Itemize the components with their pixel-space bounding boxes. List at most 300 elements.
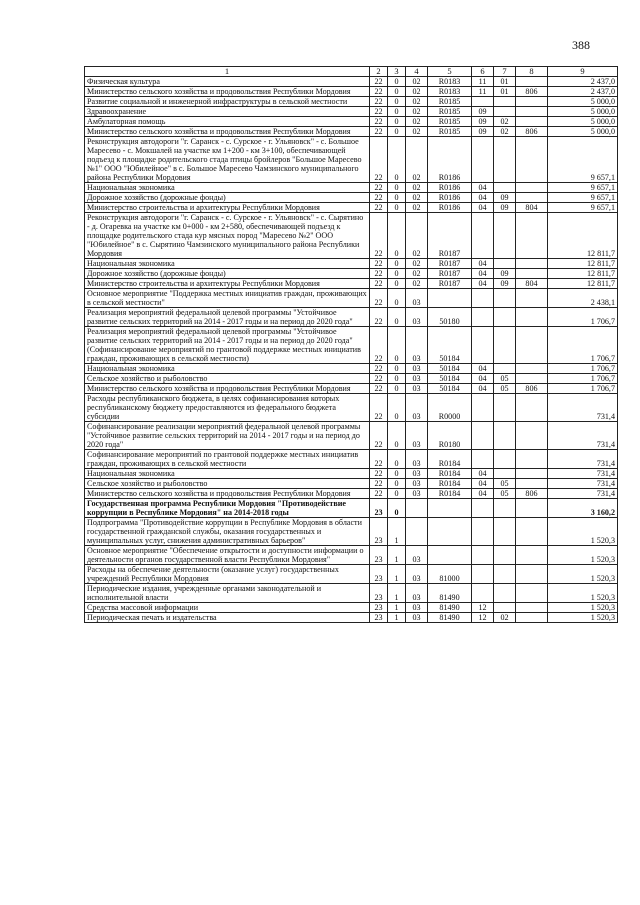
row-code-5: R0184 bbox=[428, 450, 472, 469]
row-code-6 bbox=[472, 518, 494, 546]
row-code-5: R0187 bbox=[428, 269, 472, 279]
row-name: Сельское хозяйство и рыболовство bbox=[85, 374, 370, 384]
table-row bbox=[85, 603, 618, 613]
row-code-2: 22 bbox=[370, 269, 388, 279]
row-code-8: 806 bbox=[516, 489, 548, 499]
row-code-5: 81000 bbox=[428, 565, 472, 584]
row-name: Сельское хозяйство и рыболовство bbox=[85, 479, 370, 489]
row-code-8 bbox=[516, 546, 548, 565]
row-code-4: 02 bbox=[406, 77, 428, 87]
row-code-2: 22 bbox=[370, 384, 388, 394]
row-code-5: R0185 bbox=[428, 127, 472, 137]
row-code-6 bbox=[472, 213, 494, 259]
row-code-7 bbox=[494, 259, 516, 269]
row-code-3: 0 bbox=[388, 269, 406, 279]
row-code-2: 22 bbox=[370, 127, 388, 137]
row-code-7 bbox=[494, 422, 516, 450]
row-code-4: 03 bbox=[406, 546, 428, 565]
row-code-4: 03 bbox=[406, 469, 428, 479]
row-code-4: 03 bbox=[406, 613, 428, 623]
row-code-8 bbox=[516, 584, 548, 603]
row-code-8 bbox=[516, 117, 548, 127]
row-amount: 1 520,3 bbox=[548, 565, 618, 584]
header-cell: 1 bbox=[85, 67, 370, 77]
row-code-5: 50184 bbox=[428, 327, 472, 364]
row-code-8 bbox=[516, 565, 548, 584]
row-name: Министерство сельского хозяйства и продовольствия Республики Мордовия bbox=[85, 87, 370, 97]
row-code-8 bbox=[516, 422, 548, 450]
row-name: Развитие социальной и инженерной инфраструктуры в сельской местности bbox=[85, 97, 370, 107]
row-code-7: 09 bbox=[494, 203, 516, 213]
row-code-3: 1 bbox=[388, 613, 406, 623]
row-code-7: 09 bbox=[494, 279, 516, 289]
row-code-3: 1 bbox=[388, 603, 406, 613]
row-code-8: 804 bbox=[516, 203, 548, 213]
header-cell: 2 bbox=[370, 67, 388, 77]
table-row bbox=[85, 269, 618, 279]
row-code-2: 22 bbox=[370, 183, 388, 193]
row-code-4: 03 bbox=[406, 489, 428, 499]
table-row bbox=[85, 479, 618, 489]
row-code-7 bbox=[494, 183, 516, 193]
row-code-5: 50184 bbox=[428, 374, 472, 384]
row-code-4 bbox=[406, 499, 428, 518]
row-name: Реализация мероприятий федеральной целевой программы "Устойчивое развитие сельских территорий на 2014 - 2017 годы и на период до 2020 года" (Софинансирование мероприятий по грантовой поддержке местных инициатив граждан, проживающих в сельской местности) bbox=[85, 327, 370, 364]
row-code-4: 02 bbox=[406, 193, 428, 203]
row-code-5: R0184 bbox=[428, 489, 472, 499]
row-code-2: 22 bbox=[370, 107, 388, 117]
row-amount: 731,4 bbox=[548, 394, 618, 422]
row-code-6: 04 bbox=[472, 203, 494, 213]
row-code-3: 0 bbox=[388, 97, 406, 107]
row-code-7 bbox=[494, 137, 516, 183]
row-code-2: 22 bbox=[370, 479, 388, 489]
row-code-3: 0 bbox=[388, 213, 406, 259]
row-code-3: 0 bbox=[388, 327, 406, 364]
row-code-8 bbox=[516, 213, 548, 259]
row-code-3: 1 bbox=[388, 565, 406, 584]
row-code-5 bbox=[428, 546, 472, 565]
row-code-4: 02 bbox=[406, 213, 428, 259]
row-name: Здравоохранение bbox=[85, 107, 370, 117]
row-code-3: 0 bbox=[388, 479, 406, 489]
row-amount: 5 000,0 bbox=[548, 117, 618, 127]
header-cell: 7 bbox=[494, 67, 516, 77]
row-code-7: 05 bbox=[494, 374, 516, 384]
row-amount: 1 706,7 bbox=[548, 364, 618, 374]
row-code-5: 81490 bbox=[428, 603, 472, 613]
row-amount: 12 811,7 bbox=[548, 213, 618, 259]
row-code-5: 81490 bbox=[428, 613, 472, 623]
row-amount: 2 438,1 bbox=[548, 289, 618, 308]
table-row bbox=[85, 613, 618, 623]
row-name: Реконструкция автодороги "г. Саранск - с. Сурское - г. Ульяновск" - с. Большое Маресево - с. Мокшалей на участке км 1+200 - км 3+100, обеспечивающей подъезд к площадке родительского стада птицы бройлеров "Большое Маресево №1" ООО "Юбилейное" в с. Большое Маресево Чамзинского муниципального района Республики Мордовия bbox=[85, 137, 370, 183]
row-amount: 1 706,7 bbox=[548, 308, 618, 327]
row-code-4: 03 bbox=[406, 450, 428, 469]
row-code-6 bbox=[472, 546, 494, 565]
row-code-5: R0000 bbox=[428, 394, 472, 422]
row-code-8 bbox=[516, 364, 548, 374]
table-row bbox=[85, 279, 618, 289]
row-code-4: 03 bbox=[406, 394, 428, 422]
row-code-6: 09 bbox=[472, 107, 494, 117]
table-row bbox=[85, 107, 618, 117]
row-code-7 bbox=[494, 469, 516, 479]
row-code-6 bbox=[472, 308, 494, 327]
row-code-7 bbox=[494, 546, 516, 565]
row-amount: 1 520,3 bbox=[548, 584, 618, 603]
row-amount: 12 811,7 bbox=[548, 259, 618, 269]
row-code-8: 804 bbox=[516, 279, 548, 289]
row-code-6: 12 bbox=[472, 613, 494, 623]
row-code-4: 02 bbox=[406, 259, 428, 269]
row-code-7 bbox=[494, 327, 516, 364]
row-code-7 bbox=[494, 97, 516, 107]
row-code-3: 0 bbox=[388, 193, 406, 203]
row-code-4: 03 bbox=[406, 364, 428, 374]
row-amount: 1 520,3 bbox=[548, 613, 618, 623]
row-amount: 5 000,0 bbox=[548, 97, 618, 107]
row-code-4: 03 bbox=[406, 374, 428, 384]
row-code-3: 1 bbox=[388, 518, 406, 546]
row-code-7 bbox=[494, 289, 516, 308]
row-amount: 1 520,3 bbox=[548, 603, 618, 613]
row-code-6 bbox=[472, 422, 494, 450]
row-code-3: 0 bbox=[388, 422, 406, 450]
row-code-2: 22 bbox=[370, 374, 388, 384]
row-code-3: 0 bbox=[388, 374, 406, 384]
row-code-3: 0 bbox=[388, 183, 406, 193]
row-code-6: 04 bbox=[472, 364, 494, 374]
row-amount: 731,4 bbox=[548, 489, 618, 499]
row-name: Реконструкция автодороги "г. Саранск - с. Сурское - г. Ульяновск" - с. Сырятино - д. Огаревка на участке км 0+000 - км 2+580, обеспечивающей подъезд к площадке родительского стада кур мясных пород "Маресево №2" ООО "Юбилейное" в с. Сырятино Чамзинского муниципального района Республики Мордовия bbox=[85, 213, 370, 259]
row-code-3: 0 bbox=[388, 77, 406, 87]
row-code-5 bbox=[428, 499, 472, 518]
row-code-5: R0186 bbox=[428, 183, 472, 193]
row-name: Физическая культура bbox=[85, 77, 370, 87]
row-code-4: 02 bbox=[406, 97, 428, 107]
row-code-4: 03 bbox=[406, 327, 428, 364]
table-row bbox=[85, 499, 618, 518]
row-name: Софинансирование реализации мероприятий федеральной целевой программы "Устойчивое развитие сельских территорий на 2014 - 2017 годы и на период до 2020 года" bbox=[85, 422, 370, 450]
row-code-8 bbox=[516, 469, 548, 479]
table-row bbox=[85, 450, 618, 469]
row-code-8 bbox=[516, 269, 548, 279]
row-code-2: 23 bbox=[370, 584, 388, 603]
row-code-5: R0185 bbox=[428, 117, 472, 127]
row-amount: 1 520,3 bbox=[548, 518, 618, 546]
row-code-3: 0 bbox=[388, 259, 406, 269]
row-code-6: 04 bbox=[472, 374, 494, 384]
row-code-3: 0 bbox=[388, 203, 406, 213]
row-code-2: 22 bbox=[370, 422, 388, 450]
row-name: Министерство сельского хозяйства и продовольствия Республики Мордовия bbox=[85, 384, 370, 394]
row-code-7 bbox=[494, 308, 516, 327]
row-code-6 bbox=[472, 97, 494, 107]
row-name: Национальная экономика bbox=[85, 469, 370, 479]
row-name: Софинансирование мероприятий по грантовой поддержке местных инициатив граждан, проживающих в сельской местности bbox=[85, 450, 370, 469]
row-code-5: 50184 bbox=[428, 364, 472, 374]
row-code-2: 22 bbox=[370, 117, 388, 127]
row-code-2: 23 bbox=[370, 613, 388, 623]
row-amount: 731,4 bbox=[548, 422, 618, 450]
row-code-4: 03 bbox=[406, 384, 428, 394]
row-name: Периодические издания, учрежденные органами законодательной и исполнительной власти bbox=[85, 584, 370, 603]
row-name: Национальная экономика bbox=[85, 364, 370, 374]
table-row bbox=[85, 422, 618, 450]
row-code-5: 50180 bbox=[428, 308, 472, 327]
row-code-2: 22 bbox=[370, 469, 388, 479]
table-row bbox=[85, 183, 618, 193]
table-row bbox=[85, 117, 618, 127]
row-code-6: 11 bbox=[472, 87, 494, 97]
row-code-7: 01 bbox=[494, 77, 516, 87]
row-code-8 bbox=[516, 327, 548, 364]
row-code-6: 04 bbox=[472, 279, 494, 289]
row-code-6: 11 bbox=[472, 77, 494, 87]
row-code-6 bbox=[472, 289, 494, 308]
row-code-4: 02 bbox=[406, 279, 428, 289]
table-row bbox=[85, 469, 618, 479]
row-code-7 bbox=[494, 603, 516, 613]
row-code-8 bbox=[516, 603, 548, 613]
row-name: Периодическая печать и издательства bbox=[85, 613, 370, 623]
row-amount: 5 000,0 bbox=[548, 127, 618, 137]
header-cell: 6 bbox=[472, 67, 494, 77]
row-name: Министерство сельского хозяйства и продовольствия Республики Мордовия bbox=[85, 127, 370, 137]
row-name: Дорожное хозяйство (дорожные фонды) bbox=[85, 193, 370, 203]
row-code-6 bbox=[472, 450, 494, 469]
row-code-4: 02 bbox=[406, 183, 428, 193]
row-code-7 bbox=[494, 518, 516, 546]
row-amount: 1 520,3 bbox=[548, 546, 618, 565]
table-row bbox=[85, 584, 618, 603]
row-code-5: R0186 bbox=[428, 203, 472, 213]
budget-table bbox=[84, 66, 618, 623]
row-code-2: 22 bbox=[370, 394, 388, 422]
row-code-2: 22 bbox=[370, 327, 388, 364]
row-name: Государственная программа Республики Мордовия "Противодействие коррупции в Республике Мордовия" на 2014-2018 годы bbox=[85, 499, 370, 518]
row-amount: 1 706,7 bbox=[548, 384, 618, 394]
row-code-4: 02 bbox=[406, 87, 428, 97]
row-amount: 2 437,0 bbox=[548, 77, 618, 87]
row-amount: 731,4 bbox=[548, 450, 618, 469]
row-amount: 9 657,1 bbox=[548, 183, 618, 193]
row-code-6 bbox=[472, 327, 494, 364]
row-code-8: 806 bbox=[516, 87, 548, 97]
row-code-5: R0183 bbox=[428, 87, 472, 97]
row-code-3: 0 bbox=[388, 394, 406, 422]
table-row bbox=[85, 384, 618, 394]
row-code-5: R0183 bbox=[428, 77, 472, 87]
table-row bbox=[85, 193, 618, 203]
page-number: 388 bbox=[572, 38, 590, 52]
row-code-2: 22 bbox=[370, 279, 388, 289]
row-amount: 3 160,2 bbox=[548, 499, 618, 518]
row-code-4: 02 bbox=[406, 107, 428, 117]
row-code-6 bbox=[472, 499, 494, 518]
row-code-6: 04 bbox=[472, 193, 494, 203]
row-code-5 bbox=[428, 518, 472, 546]
row-code-8 bbox=[516, 394, 548, 422]
row-code-4: 03 bbox=[406, 565, 428, 584]
row-code-2: 23 bbox=[370, 565, 388, 584]
row-code-8 bbox=[516, 518, 548, 546]
row-name: Министерство строительства и архитектуры Республики Мордовия bbox=[85, 279, 370, 289]
row-code-3: 0 bbox=[388, 127, 406, 137]
row-code-8 bbox=[516, 499, 548, 518]
row-code-6: 09 bbox=[472, 117, 494, 127]
header-cell: 5 bbox=[428, 67, 472, 77]
row-name: Реализация мероприятий федеральной целевой программы "Устойчивое развитие сельских территорий на 2014 - 2017 годы и на период до 2020 года" bbox=[85, 308, 370, 327]
row-code-6: 04 bbox=[472, 479, 494, 489]
row-code-5: R0187 bbox=[428, 259, 472, 269]
row-code-8: 806 bbox=[516, 127, 548, 137]
table-row bbox=[85, 127, 618, 137]
row-code-7: 01 bbox=[494, 87, 516, 97]
row-code-4: 02 bbox=[406, 269, 428, 279]
row-code-2: 22 bbox=[370, 137, 388, 183]
header-cell: 3 bbox=[388, 67, 406, 77]
row-code-4: 03 bbox=[406, 603, 428, 613]
row-code-6 bbox=[472, 394, 494, 422]
table-row bbox=[85, 327, 618, 364]
row-code-3: 0 bbox=[388, 289, 406, 308]
row-code-7 bbox=[494, 107, 516, 117]
row-code-5: R0187 bbox=[428, 279, 472, 289]
row-name: Дорожное хозяйство (дорожные фонды) bbox=[85, 269, 370, 279]
row-code-3: 0 bbox=[388, 308, 406, 327]
row-amount: 5 000,0 bbox=[548, 107, 618, 117]
row-code-7: 05 bbox=[494, 489, 516, 499]
row-code-2: 22 bbox=[370, 289, 388, 308]
row-code-7 bbox=[494, 394, 516, 422]
table-header-row bbox=[85, 67, 618, 77]
row-code-6: 04 bbox=[472, 183, 494, 193]
row-code-4: 03 bbox=[406, 422, 428, 450]
row-code-4: 02 bbox=[406, 203, 428, 213]
row-code-2: 22 bbox=[370, 489, 388, 499]
row-code-3: 0 bbox=[388, 107, 406, 117]
row-name: Национальная экономика bbox=[85, 259, 370, 269]
table-row bbox=[85, 546, 618, 565]
row-code-8 bbox=[516, 613, 548, 623]
row-code-2: 22 bbox=[370, 193, 388, 203]
row-code-7 bbox=[494, 213, 516, 259]
row-code-3: 0 bbox=[388, 279, 406, 289]
table-row bbox=[85, 308, 618, 327]
row-code-2: 22 bbox=[370, 259, 388, 269]
row-code-6: 09 bbox=[472, 127, 494, 137]
header-cell: 8 bbox=[516, 67, 548, 77]
table-row bbox=[85, 259, 618, 269]
table-row bbox=[85, 137, 618, 183]
row-code-2: 23 bbox=[370, 518, 388, 546]
table-row bbox=[85, 489, 618, 499]
row-name: Средства массовой информации bbox=[85, 603, 370, 613]
row-code-2: 22 bbox=[370, 97, 388, 107]
row-amount: 9 657,1 bbox=[548, 137, 618, 183]
row-name: Расходы республиканского бюджета, в целях софинансирования которых республиканскому бюджету предоставляются из федерального бюджета субсидии bbox=[85, 394, 370, 422]
table-row bbox=[85, 565, 618, 584]
row-amount: 12 811,7 bbox=[548, 279, 618, 289]
row-code-3: 0 bbox=[388, 364, 406, 374]
row-code-6: 04 bbox=[472, 489, 494, 499]
row-code-5: R0185 bbox=[428, 107, 472, 117]
row-code-6: 12 bbox=[472, 603, 494, 613]
row-code-5: R0184 bbox=[428, 479, 472, 489]
row-code-7 bbox=[494, 364, 516, 374]
row-code-2: 22 bbox=[370, 203, 388, 213]
row-code-7: 02 bbox=[494, 613, 516, 623]
table-row bbox=[85, 77, 618, 87]
row-code-2: 22 bbox=[370, 364, 388, 374]
row-code-7: 09 bbox=[494, 269, 516, 279]
row-code-5: R0187 bbox=[428, 213, 472, 259]
row-code-7 bbox=[494, 450, 516, 469]
row-amount: 9 657,1 bbox=[548, 203, 618, 213]
row-code-8 bbox=[516, 137, 548, 183]
row-code-8 bbox=[516, 97, 548, 107]
row-name: Основное мероприятие "Поддержка местных инициатив граждан, проживающих в сельской местности" bbox=[85, 289, 370, 308]
row-code-2: 23 bbox=[370, 603, 388, 613]
table-row bbox=[85, 289, 618, 308]
row-code-8 bbox=[516, 259, 548, 269]
table-row bbox=[85, 518, 618, 546]
row-code-5: 50184 bbox=[428, 384, 472, 394]
row-name: Подпрограмма "Противодействие коррупции в Республике Мордовия в области государственной гражданской службы, оказания государственных и муниципальных услуг, снижения административных барьеров" bbox=[85, 518, 370, 546]
row-code-8: 806 bbox=[516, 384, 548, 394]
header-cell: 9 bbox=[548, 67, 618, 77]
row-code-4: 03 bbox=[406, 289, 428, 308]
row-code-5: R0185 bbox=[428, 97, 472, 107]
row-code-7: 02 bbox=[494, 117, 516, 127]
row-code-5: R0186 bbox=[428, 137, 472, 183]
row-code-8 bbox=[516, 107, 548, 117]
row-code-7: 09 bbox=[494, 193, 516, 203]
row-code-7 bbox=[494, 565, 516, 584]
row-code-4 bbox=[406, 518, 428, 546]
row-code-2: 23 bbox=[370, 546, 388, 565]
row-code-3: 0 bbox=[388, 469, 406, 479]
row-code-3: 0 bbox=[388, 489, 406, 499]
row-amount: 1 706,7 bbox=[548, 374, 618, 384]
table-row bbox=[85, 364, 618, 374]
row-amount: 731,4 bbox=[548, 479, 618, 489]
row-code-6: 04 bbox=[472, 469, 494, 479]
row-code-2: 22 bbox=[370, 213, 388, 259]
table-row bbox=[85, 394, 618, 422]
row-code-5 bbox=[428, 289, 472, 308]
row-code-8 bbox=[516, 183, 548, 193]
row-code-5: R0180 bbox=[428, 422, 472, 450]
row-code-6 bbox=[472, 137, 494, 183]
row-code-7: 05 bbox=[494, 384, 516, 394]
row-name: Министерство строительства и архитектуры Республики Мордовия bbox=[85, 203, 370, 213]
table-row bbox=[85, 213, 618, 259]
row-code-6: 04 bbox=[472, 269, 494, 279]
row-code-5: R0186 bbox=[428, 193, 472, 203]
row-code-3: 0 bbox=[388, 450, 406, 469]
row-code-8 bbox=[516, 77, 548, 87]
row-name: Расходы на обеспечение деятельности (оказание услуг) государственных учреждений Республики Мордовия bbox=[85, 565, 370, 584]
row-code-2: 22 bbox=[370, 308, 388, 327]
row-code-3: 0 bbox=[388, 137, 406, 183]
row-amount: 1 706,7 bbox=[548, 327, 618, 364]
row-code-4: 02 bbox=[406, 137, 428, 183]
row-code-4: 03 bbox=[406, 308, 428, 327]
row-code-6: 04 bbox=[472, 384, 494, 394]
